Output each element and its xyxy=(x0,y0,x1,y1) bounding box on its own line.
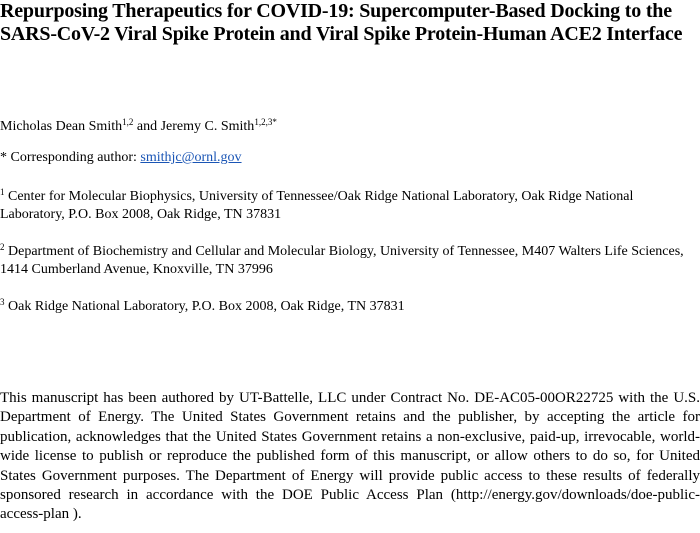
affiliation-text: Oak Ridge National Laboratory, P.O. Box 2008, Oak Ridge, TN 37831 xyxy=(8,299,405,314)
affiliation-number: 3 xyxy=(0,297,5,307)
affiliation-text: Department of Biochemistry and Cellular and Molecular Biology, University of Tennessee, M407 Walters Life Sciences, 1414 Cumberland Avenue, Knoxville, TN 37996 xyxy=(0,244,684,277)
author-name-1: Micholas Dean Smith xyxy=(0,119,123,134)
author-affiliation-marker-1: 1,2 xyxy=(122,117,134,127)
affiliation-3 xyxy=(0,298,700,316)
corresponding-author-label: * Corresponding author: xyxy=(0,150,141,165)
affiliation-text: Center for Molecular Biophysics, University of Tennessee/Oak Ridge National Laboratory, Oak Ridge National Laboratory, P.O. Box 2008, Oak Ridge, TN 37831 xyxy=(0,189,634,222)
author-conjunction: and xyxy=(133,119,161,134)
affiliation-2 xyxy=(0,243,700,279)
paper-title: Repurposing Therapeutics for COVID-19: Supercomputer-Based Docking to the SARS-CoV-2 Viral Spike Protein and Viral Spike Protein-Human ACE2 Interface xyxy=(0,0,683,45)
affiliation-1 xyxy=(0,188,700,224)
copyright-disclaimer: This manuscript has been authored by UT-Battelle, LLC under Contract No. DE-AC05-00OR22725 with the U.S. Department of Energy. The United States Government retains and the publisher, by accepting the article for publication, acknowledges that the United States Government retains a non-exclusive, paid-up, irrevocable, world-wide license to publish or reproduce the published form of this manuscript, or allow others to do so, for United States Government purposes. The Department of Energy will provide public access to these results of federally sponsored research in accordance with the DOE Public Access Plan (http://energy.gov/downloads/doe-public-access-plan ). xyxy=(0,390,700,523)
affiliation-number: 2 xyxy=(0,242,5,252)
author-line xyxy=(0,118,277,136)
affiliation-number: 1 xyxy=(0,187,5,197)
author-affiliation-marker-2: 1,2,3* xyxy=(254,117,277,127)
author-name-2: Jeremy C. Smith xyxy=(160,119,255,134)
corresponding-author xyxy=(0,149,242,167)
corresponding-email-link[interactable]: smithjc@ornl.gov xyxy=(140,150,242,165)
